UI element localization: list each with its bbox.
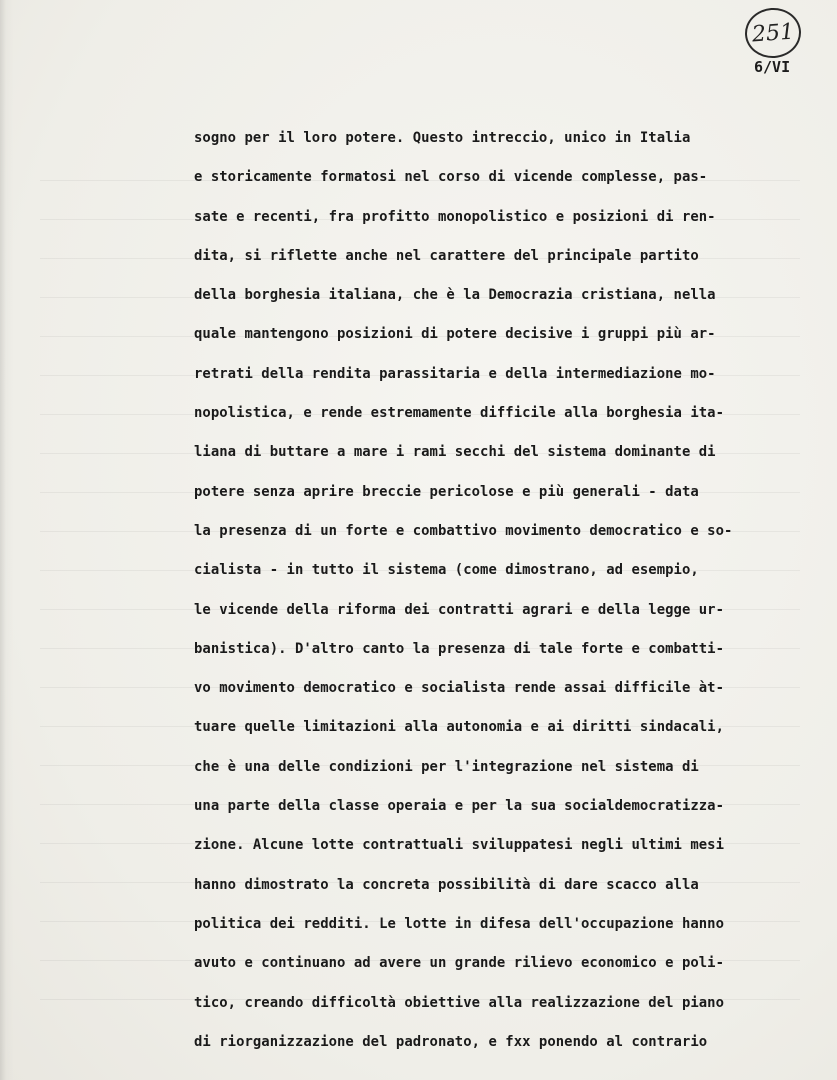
- text-line: banistica). D'altro canto la presenza di tale forte e combatti-: [194, 640, 725, 657]
- text-line: della borghesia italiana, che è la Democrazia cristiana, nella: [194, 287, 716, 304]
- text-line: la presenza di un forte e combattivo movimento democratico e so-: [194, 522, 733, 539]
- text-line: retrati della rendita parassitaria e della intermediazione mo-: [194, 365, 716, 382]
- text-line: quale mantengono posizioni di potere decisive i gruppi più ar-: [194, 326, 716, 343]
- text-line: zione. Alcune lotte contrattuali sviluppatesi negli ultimi mesi: [194, 837, 725, 854]
- text-line: politica dei redditi. Le lotte in difesa dell'occupazione hanno: [194, 915, 725, 932]
- text-line: tuare quelle limitazioni alla autonomia e ai diritti sindacali,: [194, 719, 725, 736]
- text-line: una parte della classe operaia e per la sua socialdemocratizza-: [194, 798, 725, 815]
- typewritten-body: [194, 123, 834, 1057]
- text-line: potere senza aprire breccie pericolose e più generali - data: [194, 483, 699, 500]
- page-number-stamp: [743, 6, 802, 60]
- text-line: nopolistica, e rende estremamente difficile alla borghesia ita-: [194, 405, 725, 422]
- text-line: sate e recenti, fra profitto monopolistico e posizioni di ren-: [194, 208, 716, 225]
- text-line: vo movimento democratico e socialista rende assai difficile àt-: [194, 680, 725, 697]
- text-line: hanno dimostrato la concreta possibilità di dare scacco alla: [194, 876, 699, 893]
- text-line: e storicamente formatosi nel corso di vicende complesse, pas-: [194, 169, 708, 186]
- text-line: sogno per il loro potere. Questo intreccio, unico in Italia: [194, 130, 691, 146]
- text-line: di riorganizzazione del padronato, e fxx ponendo al contrario: [194, 1033, 708, 1050]
- text-line: le vicende della riforma dei contratti agrari e della legge ur-: [194, 601, 725, 618]
- folio-label: 6/VI: [754, 58, 791, 76]
- text-line: tico, creando difficoltà obiettive alla realizzazione del piano: [194, 994, 725, 1011]
- text-line: liana di buttare a mare i rami secchi del sistema dominante di: [194, 444, 716, 461]
- text-line: che è una delle condizioni per l'integrazione nel sistema di: [194, 758, 699, 775]
- stamp-number: 251: [751, 19, 795, 47]
- text-line: cialista - in tutto il sistema (come dimostrano, ad esempio,: [194, 562, 699, 579]
- text-line: avuto e continuano ad avere un grande rilievo economico e poli-: [194, 955, 725, 972]
- text-line: dita, si riflette anche nel carattere del principale partito: [194, 247, 699, 264]
